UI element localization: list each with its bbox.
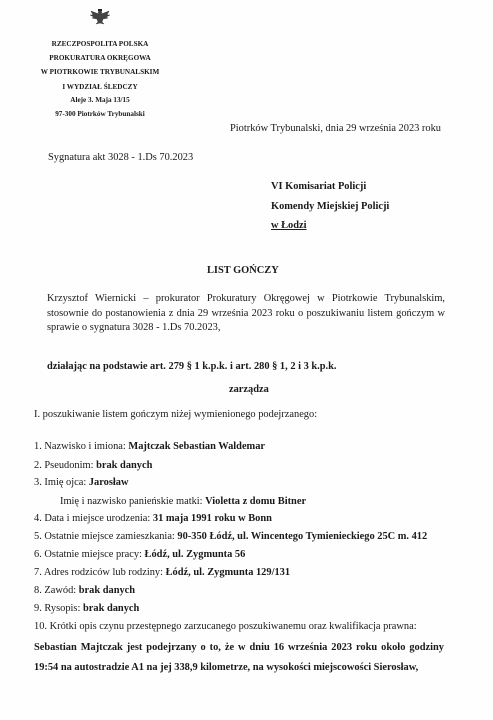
place-date: Piotrków Trybunalski, dnia 29 września 2023 roku (230, 123, 441, 134)
item-value: Majtczak Sebastian Waldemar (128, 441, 266, 452)
eagle-emblem-icon (87, 8, 113, 26)
item-label: Zawód: (44, 585, 77, 596)
item-value: 31 maja 1991 roku w Bonn (152, 513, 272, 524)
item-number: 8. (34, 585, 42, 596)
item-7 (34, 568, 290, 578)
item-2 (34, 461, 152, 471)
addressee-line-2: Komendy Miejskiej Policji (271, 201, 390, 212)
item-3b (60, 497, 306, 507)
item-value: brak danych (96, 460, 153, 471)
item-value: Łódź, ul. Zygmunta 129/131 (165, 567, 291, 578)
item-label: Data i miejsce urodzenia: (44, 513, 151, 524)
header-line-5: Aleje 3. Maja 13/15 (70, 96, 130, 104)
header-line-1: RZECZPOSPOLITA POLSKA (51, 40, 149, 48)
header-line-6: 97-300 Piotrków Trybunalski (55, 110, 145, 118)
document-title: LIST GOŃCZY (207, 265, 279, 276)
item-label: Rysopis: (44, 603, 81, 614)
header-line-4: I WYDZIAŁ ŚLEDCZY (62, 83, 138, 91)
item-label: Imię i nazwisko panieńskie matki: (60, 496, 203, 507)
item-label: Nazwisko i imiona: (44, 441, 126, 452)
item-number: 7. (34, 567, 42, 578)
item-6 (34, 550, 245, 560)
item-value: Łódź, ul. Zygmunta 56 (144, 549, 246, 560)
section-i-prefix: I. (34, 409, 41, 420)
item-label: Ostatnie miejsce pracy: (44, 549, 142, 560)
item-10 (34, 622, 417, 632)
closing-paragraph: Sebastian Majtczak jest podejrzany o to, że w dniu 16 września 2023 roku około godziny 19:54 na autostradzie A1 na jej 338,9 kilometrze, na wysokości miejscowości Sierosław, (34, 642, 444, 673)
item-label: Adres rodziców lub rodziny: (43, 567, 164, 578)
item-number: 5. (34, 531, 42, 542)
item-8 (34, 586, 135, 596)
item-value: brak danych (82, 603, 140, 614)
item-number: 1. (34, 441, 42, 452)
item-value: 90-350 Łódź, ul. Wincentego Tymienieckiego 25C m. 412 (177, 531, 428, 542)
header-line-2: PROKURATURA OKRĘGOWA (49, 54, 151, 62)
item-3 (34, 478, 129, 488)
item-number: 4. (34, 513, 42, 524)
item-value: Jarosław (88, 477, 129, 488)
item-value: brak danych (78, 585, 136, 596)
orders-heading: zarządza (229, 384, 269, 395)
case-signature: Sygnatura akt 3028 - 1.Ds 70.2023 (48, 152, 194, 163)
item-number: 2. (34, 460, 42, 471)
section-i-text: poszukiwanie listem gończym niżej wymienionego podejrzanego: (42, 409, 318, 420)
addressee-line-1: VI Komisariat Policji (271, 181, 367, 192)
item-label: Pseudonim: (44, 460, 94, 471)
item-label: Imię ojca: (44, 477, 87, 488)
item-9 (34, 604, 139, 614)
item-number: 10. (34, 621, 47, 632)
item-number: 6. (34, 549, 42, 560)
item-label: Ostatnie miejsce zamieszkania: (44, 531, 175, 542)
legal-basis: działając na podstawie art. 279 § 1 k.p.k. i art. 280 § 1, 2 i 3 k.p.k. (47, 361, 337, 372)
header-line-3: W PIOTRKOWIE TRYBUNALSKIM (40, 68, 160, 76)
item-number: 3. (34, 477, 42, 488)
section-i (34, 410, 317, 420)
intro-paragraph: Krzysztof Wiernicki – prokurator Prokuratury Okręgowej w Piotrkowie Trybunalskim, stosownie do postanowienia z dnia 29 września 2023 roku o poszukiwaniu listem gończym w sprawie o sygnatura 3028 - 1.Ds 70.2023, (47, 293, 445, 333)
item-5 (34, 532, 427, 542)
item-value: Violetta z domu Bitner (205, 496, 307, 507)
item-4 (34, 514, 272, 524)
item-number: 9. (34, 603, 42, 614)
addressee-line-3: w Łodzi (271, 220, 307, 231)
item-1 (34, 442, 265, 452)
item-label: Krótki opis czynu przestępnego zarzucanego poszukiwanemu oraz kwalifikacja prawna: (49, 621, 417, 632)
